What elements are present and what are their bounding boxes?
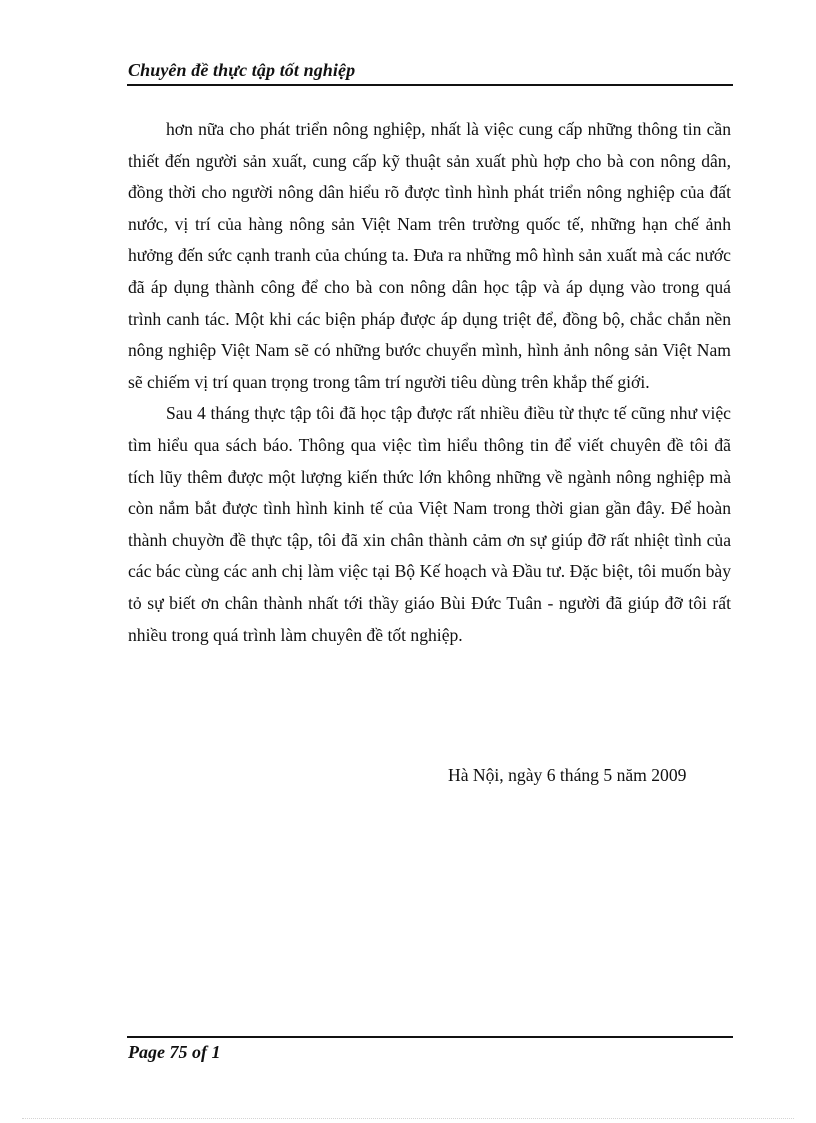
page-bottom-edge: [22, 1118, 794, 1119]
header-divider: [127, 84, 733, 86]
footer-divider: [127, 1036, 733, 1038]
document-body: [128, 114, 731, 651]
paragraph-2: Sau 4 tháng thực tập tôi đã học tập được rất nhiều điều từ thực tế cũng như việc tìm hiểu qua sách báo. Thông qua việc tìm hiểu thông tin để viết chuyên đề tôi đã tích lũy thêm được một lượng kiến thức lớn không những về ngành nông nghiệp mà còn nắm bắt được tình hình kinh tế của Việt Nam trong thời gian gần đây. Để hoàn thành chuyờn đề thực tập, tôi đã xin chân thành cảm ơn sự giúp đỡ rất nhiệt tình của các bác cùng các anh chị làm việc tại Bộ Kế hoạch và Đầu tư. Đặc biệt, tôi muốn bày tỏ sự biết ơn chân thành nhất tới thầy giáo Bùi Đức Tuân - người đã giúp đỡ tôi rất nhiều trong quá trình làm chuyên đề tốt nghiệp.: [128, 403, 731, 645]
header-title: Chuyên đề thực tập tốt nghiệp: [128, 60, 356, 80]
page-number: Page 75 of 1: [128, 1042, 221, 1062]
paragraph-1: hơn nữa cho phát triển nông nghiệp, nhất là việc cung cấp những thông tin cần thiết đến người sản xuất, cung cấp kỹ thuật sản xuất phù hợp cho bà con nông dân, đồng thời cho người nông dân hiểu rõ được tình hình phát triển nông nghiệp của đất nước, vị trí của hàng nông sản Việt Nam trên trường quốc tế, những hạn chế ảnh hưởng đến sức cạnh tranh của chúng ta. Đưa ra những mô hình sản xuất mà các nước đã áp dụng thành công để cho bà con nông dân học tập và áp dụng vào trong quá trình canh tác. Một khi các biện pháp được áp dụng triệt để, đồng bộ, chắc chắn nền nông nghiệp Việt Nam sẽ có những bước chuyển mình, hình ảnh nông sản Việt Nam sẽ chiếm vị trí quan trọng trong tâm trí người tiêu dùng trên khắp thế giới.: [128, 119, 731, 392]
signature-date-line: Hà Nội, ngày 6 tháng 5 năm 2009: [448, 765, 687, 785]
